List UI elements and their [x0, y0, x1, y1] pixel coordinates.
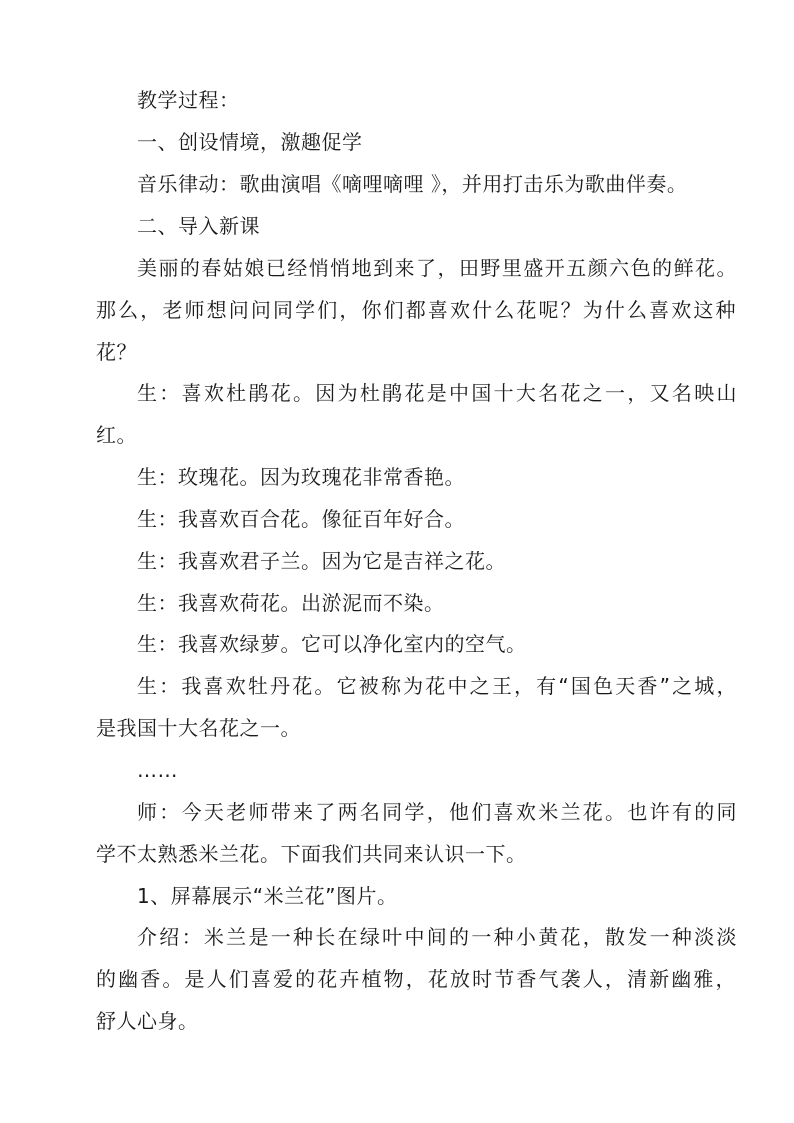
intro-paragraph-line-2: 那么，老师想问问同学们，你们都喜欢什么花呢？为什么喜欢这种	[96, 298, 736, 322]
milan-intro-line-1: 介绍：米兰是一种长在绿叶中间的一种小黄花，散发一种淡淡	[137, 925, 737, 949]
ellipsis: ……	[137, 758, 178, 782]
student-answer-pothos: 生：我喜欢绿萝。它可以净化室内的空气。	[137, 632, 527, 656]
student-answer-clivia: 生：我喜欢君子兰。因为它是吉祥之花。	[137, 549, 506, 573]
teacher-paragraph-line-2: 学不太熟悉米兰花。下面我们共同来认识一下。	[96, 842, 527, 866]
student-answer-peony-line-2: 是我国十大名花之一。	[96, 716, 301, 740]
music-activity-line: 音乐律动：歌曲演唱《嘀哩嘀哩 》，并用打击乐为歌曲伴奏。	[137, 172, 688, 196]
section-1-title: 一、创设情境，激趣促学	[137, 130, 363, 154]
student-answer-azalea-line-2: 红。	[96, 423, 137, 447]
student-answer-peony-line-1: 生：我喜欢牡丹花。它被称为花中之王，有“国色天香”之城，	[137, 674, 737, 698]
intro-paragraph-line-3: 花？	[96, 340, 137, 364]
student-answer-azalea-line-1: 生：喜欢杜鹃花。因为杜鹃花是中国十大名花之一，又名映山	[137, 381, 737, 405]
teacher-paragraph-line-1: 师：今天老师带来了两名同学，他们喜欢米兰花。也许有的同	[137, 800, 737, 824]
section-2-title: 二、导入新课	[137, 214, 260, 238]
heading-teaching-process: 教学过程：	[137, 88, 240, 112]
student-answer-lotus: 生：我喜欢荷花。出淤泥而不染。	[137, 591, 445, 615]
student-answer-lily: 生：我喜欢百合花。像征百年好合。	[137, 507, 465, 531]
milan-intro-line-2: 的幽香。是人们喜爱的花卉植物，花放时节香气袭人，清新幽雅，	[96, 967, 736, 991]
step-1-line: 1、屏幕展示“米兰花”图片。	[137, 884, 398, 908]
intro-paragraph-line-1: 美丽的春姑娘已经悄悄地到来了，田野里盛开五颜六色的鲜花。	[137, 256, 737, 280]
student-answer-rose: 生：玫瑰花。因为玫瑰花非常香艳。	[137, 465, 465, 489]
milan-intro-line-3: 舒人心身。	[96, 1009, 199, 1033]
